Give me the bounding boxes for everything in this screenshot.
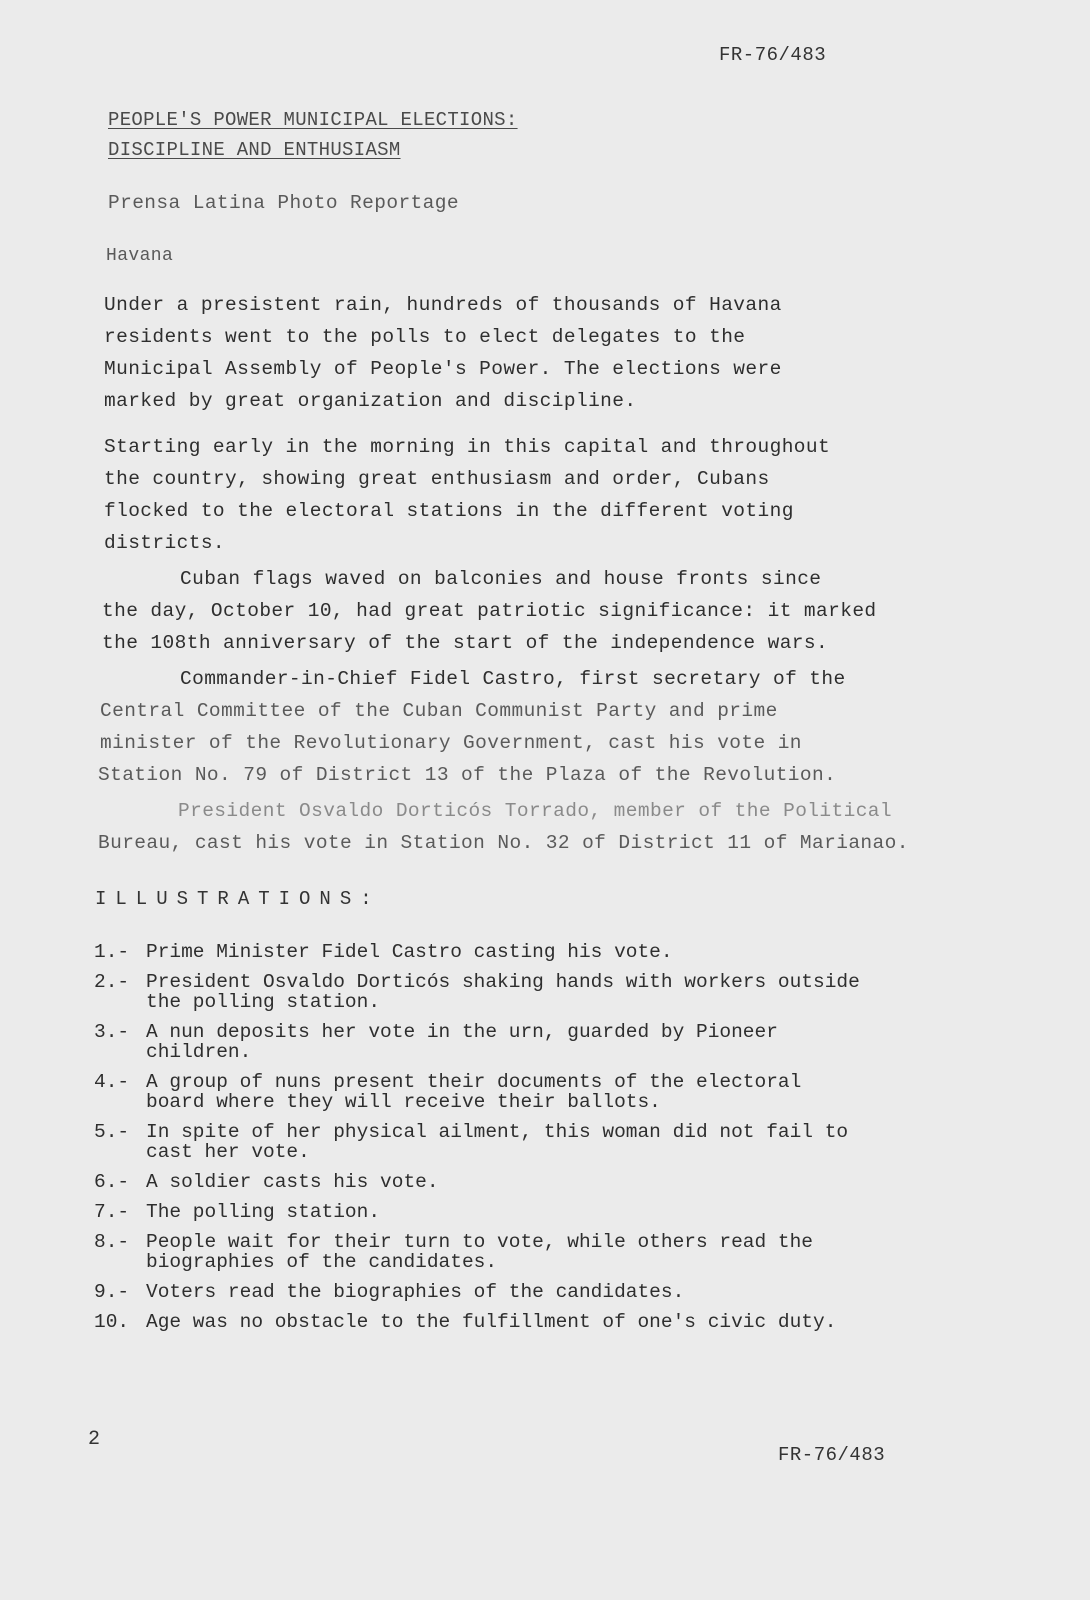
item-number: 7.- — [94, 1201, 130, 1223]
body-line: the 108th anniversary of the start of the independence wars. — [102, 632, 829, 654]
item-caption: President Osvaldo Dorticós shaking hands with workers outside the polling station. — [146, 971, 860, 1013]
list-item — [94, 1312, 994, 1332]
body-line: Bureau, cast his vote in Station No. 32 of District 11 of Marianao. — [98, 832, 909, 854]
body-line: residents went to the polls to elect delegates to the — [104, 326, 746, 348]
item-number: 2.- — [94, 971, 130, 993]
item-number: 10. — [94, 1311, 130, 1333]
body-line: the day, October 10, had great patriotic significance: it marked — [102, 600, 877, 622]
list-item — [94, 1232, 994, 1272]
list-item — [94, 1202, 994, 1222]
title-line-1: PEOPLE'S POWER MUNICIPAL ELECTIONS: — [108, 109, 518, 131]
item-caption: Voters read the biographies of the candidates. — [146, 1281, 685, 1303]
list-item — [94, 1072, 994, 1112]
byline: Prensa Latina Photo Reportage — [108, 192, 459, 214]
body-line: Station No. 79 of District 13 of the Plaza of the Revolution. — [98, 764, 837, 786]
body-line: Starting early in the morning in this capital and throughout — [104, 436, 831, 458]
reference-code-bottom: FR-76/483 — [778, 1444, 886, 1466]
item-caption: Prime Minister Fidel Castro casting his vote. — [146, 941, 673, 963]
list-item — [94, 1172, 994, 1192]
body-line: districts. — [104, 532, 226, 554]
page-number: 2 — [88, 1428, 101, 1451]
document-title — [108, 105, 518, 165]
dateline: Havana — [106, 246, 174, 266]
item-caption: A nun deposits her vote in the urn, guarded by Pioneer children. — [146, 1021, 778, 1063]
body-line: Commander-in-Chief Fidel Castro, first secretary of the — [180, 668, 846, 690]
item-number: 5.- — [94, 1121, 130, 1143]
body-line: Central Committee of the Cuban Communist Party and prime — [100, 700, 778, 722]
item-number: 8.- — [94, 1231, 130, 1253]
item-caption: Age was no obstacle to the fulfillment of one's civic duty. — [146, 1311, 837, 1333]
item-number: 9.- — [94, 1281, 130, 1303]
body-line: Municipal Assembly of People's Power. The elections were — [104, 358, 782, 380]
item-number: 3.- — [94, 1021, 130, 1043]
list-item — [94, 972, 994, 1012]
reference-code-top: FR-76/483 — [719, 44, 827, 66]
item-caption: A group of nuns present their documents of the electoral board where they will receive their ballots. — [146, 1071, 802, 1113]
body-line: Cuban flags waved on balconies and house fronts since — [180, 568, 822, 590]
title-line-2: DISCIPLINE AND ENTHUSIASM — [108, 139, 401, 161]
body-line: Under a presistent rain, hundreds of thousands of Havana — [104, 294, 782, 316]
item-number: 4.- — [94, 1071, 130, 1093]
item-number: 1.- — [94, 941, 130, 963]
list-item — [94, 942, 994, 962]
body-line: minister of the Revolutionary Government, cast his vote in — [100, 732, 802, 754]
item-caption: In spite of her physical ailment, this woman did not fail to cast her vote. — [146, 1121, 849, 1163]
list-item — [94, 1022, 994, 1062]
body-line: the country, showing great enthusiasm and order, Cubans — [104, 468, 770, 490]
body-line: President Osvaldo Dorticós Torrado, member of the Political — [178, 800, 893, 822]
item-caption: People wait for their turn to vote, while others read the biographies of the candidates. — [146, 1231, 814, 1273]
item-caption: The polling station. — [146, 1201, 381, 1223]
list-item — [94, 1282, 994, 1302]
illustrations-heading: ILLUSTRATIONS: — [95, 888, 381, 910]
illustrations-list — [94, 942, 994, 1342]
list-item — [94, 1122, 994, 1162]
item-number: 6.- — [94, 1171, 130, 1193]
body-line: marked by great organization and discipline. — [104, 390, 637, 412]
body-line: flocked to the electoral stations in the different voting — [104, 500, 794, 522]
item-caption: A soldier casts his vote. — [146, 1171, 439, 1193]
